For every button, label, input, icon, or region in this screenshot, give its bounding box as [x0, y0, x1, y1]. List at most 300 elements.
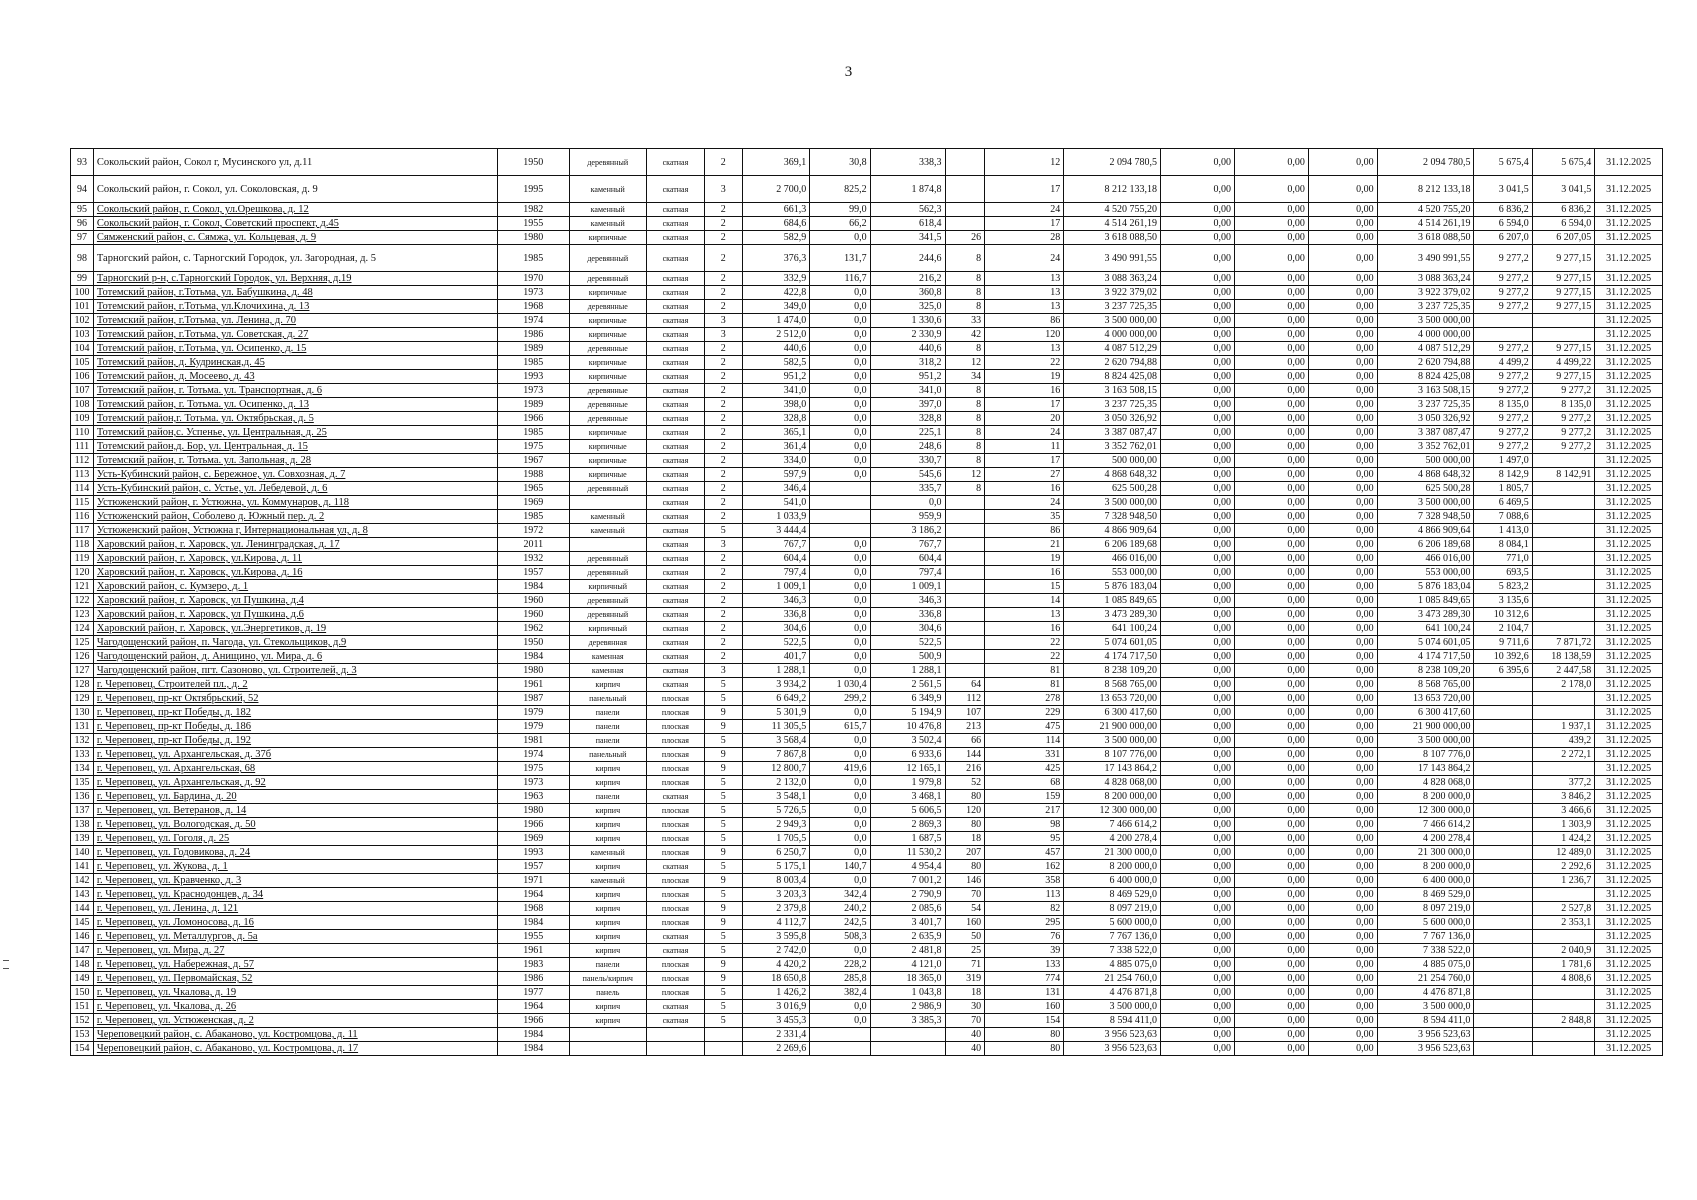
- table-row: [71, 370, 1663, 384]
- residential-area-cell: 2 561,5: [870, 678, 945, 692]
- total-area-cell: 5 301,9: [742, 706, 810, 720]
- table-row: [71, 706, 1663, 720]
- roof-type-cell: скатная: [646, 510, 704, 524]
- completion-date-cell: 31.12.2025: [1595, 832, 1663, 846]
- wall-material-cell: панели: [569, 958, 646, 972]
- local-budget-cell: 0,00: [1308, 300, 1377, 314]
- unit-cost-cell: 10 392,6: [1474, 650, 1532, 664]
- local-budget-cell: 0,00: [1308, 496, 1377, 510]
- total-cost-cell: 4 885 075,0: [1064, 958, 1161, 972]
- regional-budget-cell: 0,00: [1234, 217, 1308, 231]
- total-cost-cell: 2 620 794,88: [1064, 356, 1161, 370]
- roof-type-cell: скатная: [646, 496, 704, 510]
- residents-cell: 39: [985, 944, 1064, 958]
- year-built-cell: 1983: [497, 958, 569, 972]
- nonresidential-area-cell: 0,0: [810, 874, 870, 888]
- residential-area-cell: 3 502,4: [870, 734, 945, 748]
- max-unit-cost-cell: 9 277,15: [1532, 245, 1594, 272]
- table-row: [71, 552, 1663, 566]
- nonresidential-area-cell: 825,2: [810, 176, 870, 203]
- roof-type-cell: скатная: [646, 272, 704, 286]
- total-area-cell: 346,3: [742, 594, 810, 608]
- local-budget-cell: 0,00: [1308, 149, 1377, 176]
- completion-date-cell: 31.12.2025: [1595, 678, 1663, 692]
- residents-cell: 331: [985, 748, 1064, 762]
- max-unit-cost-cell: [1532, 608, 1594, 622]
- total-area-cell: 3 934,2: [742, 678, 810, 692]
- wall-material-cell: каменный: [569, 217, 646, 231]
- regional-budget-cell: 0,00: [1234, 734, 1308, 748]
- completion-date-cell: 31.12.2025: [1595, 552, 1663, 566]
- wall-material-cell: кирпич: [569, 916, 646, 930]
- fund-cost-cell: 0,00: [1161, 1000, 1235, 1014]
- row-number-cell: 118: [71, 538, 94, 552]
- address-cell: г. Череповец, пр-кт Победы, д. 182: [93, 706, 497, 720]
- total-area-cell: 3 455,3: [742, 1014, 810, 1028]
- nonresidential-area-cell: 0,0: [810, 356, 870, 370]
- local-budget-cell: 0,00: [1308, 552, 1377, 566]
- total-cost-cell: 3 956 523,63: [1064, 1028, 1161, 1042]
- total-cost-cell: 5 074 601,05: [1064, 636, 1161, 650]
- unit-cost-cell: 8 142,9: [1474, 468, 1532, 482]
- fund-cost-cell: 0,00: [1161, 384, 1235, 398]
- row-number-cell: 150: [71, 986, 94, 1000]
- table-row: [71, 804, 1663, 818]
- unit-cost-cell: 6 395,6: [1474, 664, 1532, 678]
- table-row: [71, 440, 1663, 454]
- max-unit-cost-cell: [1532, 552, 1594, 566]
- address-cell: г. Череповец, Строителей пл., д. 2: [93, 678, 497, 692]
- apartments-cell: 64: [945, 678, 985, 692]
- apartments-cell: 30: [945, 1000, 985, 1014]
- total-area-cell: 951,2: [742, 370, 810, 384]
- apartments-cell: 8: [945, 454, 985, 468]
- residents-cell: 68: [985, 776, 1064, 790]
- wall-material-cell: [569, 1028, 646, 1042]
- completion-date-cell: 31.12.2025: [1595, 580, 1663, 594]
- residents-cell: 82: [985, 902, 1064, 916]
- total-cost-cell: 7 338 522,0: [1064, 944, 1161, 958]
- fund-cost-cell: 0,00: [1161, 231, 1235, 245]
- address-cell: Тотемский район,с. Успенье, ул. Центральная, д. 25: [93, 426, 497, 440]
- year-built-cell: 1984: [497, 916, 569, 930]
- max-unit-cost-cell: [1532, 454, 1594, 468]
- total-area-cell: 4 112,7: [742, 916, 810, 930]
- wall-material-cell: кирпичные: [569, 314, 646, 328]
- nonresidential-area-cell: 116,7: [810, 272, 870, 286]
- wall-material-cell: кирпич: [569, 888, 646, 902]
- residential-area-cell: 3 385,3: [870, 1014, 945, 1028]
- total-area-cell: 2 949,3: [742, 818, 810, 832]
- owners-funds-cell: 5 074 601,05: [1377, 636, 1474, 650]
- residents-cell: 86: [985, 314, 1064, 328]
- address-cell: Усть-Кубинский район, с. Бережное, ул. Совхозная, д. 7: [93, 468, 497, 482]
- roof-type-cell: скатная: [646, 384, 704, 398]
- total-cost-cell: 8 212 133,18: [1064, 176, 1161, 203]
- wall-material-cell: деревянные: [569, 412, 646, 426]
- fund-cost-cell: 0,00: [1161, 902, 1235, 916]
- total-area-cell: 336,8: [742, 608, 810, 622]
- owners-funds-cell: 3 088 363,24: [1377, 272, 1474, 286]
- total-cost-cell: 4 200 278,4: [1064, 832, 1161, 846]
- year-built-cell: 2011: [497, 538, 569, 552]
- max-unit-cost-cell: 9 277,2: [1532, 384, 1594, 398]
- unit-cost-cell: 9 277,2: [1474, 440, 1532, 454]
- local-budget-cell: 0,00: [1308, 398, 1377, 412]
- fund-cost-cell: 0,00: [1161, 608, 1235, 622]
- floors-cell: 5: [705, 678, 742, 692]
- local-budget-cell: 0,00: [1308, 958, 1377, 972]
- year-built-cell: 1955: [497, 217, 569, 231]
- roof-type-cell: скатная: [646, 650, 704, 664]
- regional-budget-cell: 0,00: [1234, 916, 1308, 930]
- address-cell: Сямженский район, с. Сямжа, ул. Кольцевая, д. 9: [93, 231, 497, 245]
- completion-date-cell: 31.12.2025: [1595, 286, 1663, 300]
- unit-cost-cell: 6 207,0: [1474, 231, 1532, 245]
- total-cost-cell: 4 000 000,00: [1064, 328, 1161, 342]
- apartments-cell: 146: [945, 874, 985, 888]
- residential-area-cell: 216,2: [870, 272, 945, 286]
- total-cost-cell: 8 107 776,00: [1064, 748, 1161, 762]
- unit-cost-cell: 5 823,2: [1474, 580, 1532, 594]
- apartments-cell: [945, 566, 985, 580]
- owners-funds-cell: 7 767 136,0: [1377, 930, 1474, 944]
- address-cell: г. Череповец, ул. Архангельская, 68: [93, 762, 497, 776]
- apartments-cell: 80: [945, 860, 985, 874]
- table-row: [71, 356, 1663, 370]
- apartments-cell: 8: [945, 412, 985, 426]
- address-cell: Тотемский район, д. Мосеево, д. 43: [93, 370, 497, 384]
- regional-budget-cell: 0,00: [1234, 231, 1308, 245]
- nonresidential-area-cell: 0,0: [810, 426, 870, 440]
- regional-budget-cell: 0,00: [1234, 762, 1308, 776]
- wall-material-cell: кирпичные: [569, 440, 646, 454]
- local-budget-cell: 0,00: [1308, 594, 1377, 608]
- residents-cell: 113: [985, 888, 1064, 902]
- regional-budget-cell: 0,00: [1234, 510, 1308, 524]
- floors-cell: 3: [705, 538, 742, 552]
- nonresidential-area-cell: 0,0: [810, 286, 870, 300]
- address-cell: Сокольский район, г. Сокол, Советский проспект, д.45: [93, 217, 497, 231]
- address-cell: г. Череповец, ул. Краснодонцев, д. 34: [93, 888, 497, 902]
- max-unit-cost-cell: 3 846,2: [1532, 790, 1594, 804]
- apartments-cell: 120: [945, 804, 985, 818]
- apartments-cell: 40: [945, 1042, 985, 1056]
- year-built-cell: 1987: [497, 692, 569, 706]
- local-budget-cell: 0,00: [1308, 972, 1377, 986]
- max-unit-cost-cell: [1532, 986, 1594, 1000]
- row-number-cell: 139: [71, 832, 94, 846]
- address-cell: Череповецкий район, с. Абаканово, ул. Костромцова, д. 11: [93, 1028, 497, 1042]
- nonresidential-area-cell: 0,0: [810, 650, 870, 664]
- local-budget-cell: 0,00: [1308, 664, 1377, 678]
- table-row: [71, 958, 1663, 972]
- year-built-cell: 1985: [497, 245, 569, 272]
- owners-funds-cell: 8 594 411,0: [1377, 1014, 1474, 1028]
- address-cell: г. Череповец, пр-кт Октябрьский, 52: [93, 692, 497, 706]
- residents-cell: 19: [985, 552, 1064, 566]
- total-cost-cell: 3 352 762,01: [1064, 440, 1161, 454]
- address-cell: Череповецкий район, с. Абаканово, ул. Костромцова, д. 17: [93, 1042, 497, 1056]
- local-budget-cell: 0,00: [1308, 176, 1377, 203]
- apartments-cell: [945, 510, 985, 524]
- fund-cost-cell: 0,00: [1161, 538, 1235, 552]
- wall-material-cell: кирпич: [569, 762, 646, 776]
- residential-area-cell: 1 874,8: [870, 176, 945, 203]
- year-built-cell: 1966: [497, 412, 569, 426]
- apartments-cell: 80: [945, 818, 985, 832]
- regional-budget-cell: 0,00: [1234, 748, 1308, 762]
- year-built-cell: 1969: [497, 832, 569, 846]
- max-unit-cost-cell: 6 207,05: [1532, 231, 1594, 245]
- table-row: [71, 314, 1663, 328]
- fund-cost-cell: 0,00: [1161, 580, 1235, 594]
- completion-date-cell: 31.12.2025: [1595, 566, 1663, 580]
- residential-area-cell: 951,2: [870, 370, 945, 384]
- residents-cell: 13: [985, 608, 1064, 622]
- completion-date-cell: 31.12.2025: [1595, 454, 1663, 468]
- total-area-cell: 1 474,0: [742, 314, 810, 328]
- local-budget-cell: 0,00: [1308, 482, 1377, 496]
- fund-cost-cell: 0,00: [1161, 482, 1235, 496]
- unit-cost-cell: 8 135,0: [1474, 398, 1532, 412]
- regional-budget-cell: 0,00: [1234, 720, 1308, 734]
- nonresidential-area-cell: [810, 496, 870, 510]
- row-number-cell: 116: [71, 510, 94, 524]
- completion-date-cell: 31.12.2025: [1595, 776, 1663, 790]
- fund-cost-cell: 0,00: [1161, 930, 1235, 944]
- total-cost-cell: 2 094 780,5: [1064, 149, 1161, 176]
- year-built-cell: 1985: [497, 510, 569, 524]
- completion-date-cell: 31.12.2025: [1595, 176, 1663, 203]
- total-area-cell: 1 288,1: [742, 664, 810, 678]
- total-area-cell: 3 568,4: [742, 734, 810, 748]
- wall-material-cell: кирпич: [569, 902, 646, 916]
- regional-budget-cell: 0,00: [1234, 818, 1308, 832]
- fund-cost-cell: 0,00: [1161, 1014, 1235, 1028]
- owners-funds-cell: 8 824 425,08: [1377, 370, 1474, 384]
- address-cell: г. Череповец, ул. Ломоносова, д. 16: [93, 916, 497, 930]
- year-built-cell: 1984: [497, 1042, 569, 1056]
- floors-cell: 5: [705, 790, 742, 804]
- floors-cell: 2: [705, 217, 742, 231]
- address-cell: Устюженский район, г. Устюжна, ул. Коммунаров, д. 118: [93, 496, 497, 510]
- total-cost-cell: 500 000,00: [1064, 454, 1161, 468]
- address-cell: Тотемский район, д. Кудринская,д. 45: [93, 356, 497, 370]
- nonresidential-area-cell: 0,0: [810, 300, 870, 314]
- wall-material-cell: кирпичный: [569, 580, 646, 594]
- owners-funds-cell: 7 328 948,50: [1377, 510, 1474, 524]
- floors-cell: 2: [705, 566, 742, 580]
- floors-cell: 2: [705, 496, 742, 510]
- unit-cost-cell: 6 469,5: [1474, 496, 1532, 510]
- row-number-cell: 103: [71, 328, 94, 342]
- nonresidential-area-cell: 0,0: [810, 580, 870, 594]
- total-area-cell: 328,8: [742, 412, 810, 426]
- wall-material-cell: панель/кирпич: [569, 972, 646, 986]
- row-number-cell: 114: [71, 482, 94, 496]
- total-area-cell: 797,4: [742, 566, 810, 580]
- floors-cell: 9: [705, 762, 742, 776]
- floors-cell: 9: [705, 972, 742, 986]
- total-area-cell: 2 742,0: [742, 944, 810, 958]
- residential-area-cell: 341,0: [870, 384, 945, 398]
- wall-material-cell: кирпич: [569, 678, 646, 692]
- wall-material-cell: деревянные: [569, 342, 646, 356]
- residential-area-cell: 2 869,3: [870, 818, 945, 832]
- residents-cell: 22: [985, 356, 1064, 370]
- address-cell: Харовский район, г. Харовск, ул.Кирова, д. 16: [93, 566, 497, 580]
- completion-date-cell: 31.12.2025: [1595, 245, 1663, 272]
- year-built-cell: 1984: [497, 580, 569, 594]
- total-cost-cell: 4 087 512,29: [1064, 342, 1161, 356]
- year-built-cell: 1981: [497, 734, 569, 748]
- nonresidential-area-cell: 0,0: [810, 664, 870, 678]
- local-budget-cell: 0,00: [1308, 440, 1377, 454]
- fund-cost-cell: 0,00: [1161, 888, 1235, 902]
- table-row: [71, 664, 1663, 678]
- local-budget-cell: 0,00: [1308, 748, 1377, 762]
- completion-date-cell: 31.12.2025: [1595, 874, 1663, 888]
- residents-cell: 76: [985, 930, 1064, 944]
- floors-cell: 2: [705, 580, 742, 594]
- regional-budget-cell: 0,00: [1234, 468, 1308, 482]
- regional-budget-cell: 0,00: [1234, 636, 1308, 650]
- row-number-cell: 138: [71, 818, 94, 832]
- year-built-cell: 1986: [497, 972, 569, 986]
- residential-area-cell: 10 476,8: [870, 720, 945, 734]
- total-cost-cell: 3 500 000,0: [1064, 1000, 1161, 1014]
- residents-cell: 12: [985, 149, 1064, 176]
- total-area-cell: 12 800,7: [742, 762, 810, 776]
- regional-budget-cell: 0,00: [1234, 426, 1308, 440]
- floors-cell: 5: [705, 524, 742, 538]
- total-cost-cell: 3 922 379,02: [1064, 286, 1161, 300]
- year-built-cell: 1960: [497, 594, 569, 608]
- apartments-cell: [945, 636, 985, 650]
- fund-cost-cell: 0,00: [1161, 426, 1235, 440]
- year-built-cell: 1969: [497, 496, 569, 510]
- apartments-cell: 25: [945, 944, 985, 958]
- nonresidential-area-cell: 382,4: [810, 986, 870, 1000]
- year-built-cell: 1962: [497, 622, 569, 636]
- row-number-cell: 115: [71, 496, 94, 510]
- apartments-cell: 33: [945, 314, 985, 328]
- year-built-cell: 1984: [497, 1028, 569, 1042]
- owners-funds-cell: 3 956 523,63: [1377, 1042, 1474, 1056]
- total-area-cell: 341,0: [742, 384, 810, 398]
- address-cell: Харовский район, г. Харовск, ул Пушкина, д.6: [93, 608, 497, 622]
- table-row: [71, 874, 1663, 888]
- residents-cell: 24: [985, 245, 1064, 272]
- address-cell: г. Череповец, ул. Набережная, д. 57: [93, 958, 497, 972]
- margin-mark: [3, 960, 9, 961]
- floors-cell: 2: [705, 384, 742, 398]
- residents-cell: 229: [985, 706, 1064, 720]
- max-unit-cost-cell: 9 277,15: [1532, 342, 1594, 356]
- roof-type-cell: плоская: [646, 804, 704, 818]
- residents-cell: 35: [985, 510, 1064, 524]
- owners-funds-cell: 4 520 755,20: [1377, 203, 1474, 217]
- wall-material-cell: кирпичные: [569, 426, 646, 440]
- floors-cell: 2: [705, 426, 742, 440]
- fund-cost-cell: 0,00: [1161, 594, 1235, 608]
- nonresidential-area-cell: 0,0: [810, 1000, 870, 1014]
- local-budget-cell: 0,00: [1308, 370, 1377, 384]
- regional-budget-cell: 0,00: [1234, 594, 1308, 608]
- residents-cell: 27: [985, 468, 1064, 482]
- wall-material-cell: панели: [569, 706, 646, 720]
- table-row: [71, 902, 1663, 916]
- total-area-cell: 3 444,4: [742, 524, 810, 538]
- row-number-cell: 113: [71, 468, 94, 482]
- max-unit-cost-cell: [1532, 482, 1594, 496]
- local-budget-cell: 0,00: [1308, 888, 1377, 902]
- nonresidential-area-cell: 0,0: [810, 734, 870, 748]
- apartments-cell: 70: [945, 1014, 985, 1028]
- wall-material-cell: кирпичные: [569, 286, 646, 300]
- apartments-cell: 18: [945, 832, 985, 846]
- wall-material-cell: каменный: [569, 846, 646, 860]
- nonresidential-area-cell: 0,0: [810, 231, 870, 245]
- year-built-cell: 1957: [497, 566, 569, 580]
- address-cell: Сокольский район, Сокол г, Мусинского ул, д.11: [93, 149, 497, 176]
- max-unit-cost-cell: 2 292,6: [1532, 860, 1594, 874]
- owners-funds-cell: 3 500 000,00: [1377, 496, 1474, 510]
- nonresidential-area-cell: 0,0: [810, 1014, 870, 1028]
- local-budget-cell: 0,00: [1308, 692, 1377, 706]
- local-budget-cell: 0,00: [1308, 580, 1377, 594]
- total-cost-cell: 17 143 864,2: [1064, 762, 1161, 776]
- residents-cell: 80: [985, 1028, 1064, 1042]
- regional-budget-cell: 0,00: [1234, 874, 1308, 888]
- completion-date-cell: 31.12.2025: [1595, 958, 1663, 972]
- roof-type-cell: плоская: [646, 776, 704, 790]
- total-cost-cell: 3 387 087,47: [1064, 426, 1161, 440]
- nonresidential-area-cell: 0,0: [810, 412, 870, 426]
- local-budget-cell: 0,00: [1308, 944, 1377, 958]
- fund-cost-cell: 0,00: [1161, 217, 1235, 231]
- table-row: [71, 790, 1663, 804]
- fund-cost-cell: 0,00: [1161, 245, 1235, 272]
- roof-type-cell: скатная: [646, 245, 704, 272]
- roof-type-cell: плоская: [646, 748, 704, 762]
- wall-material-cell: кирпич: [569, 944, 646, 958]
- regional-budget-cell: 0,00: [1234, 149, 1308, 176]
- nonresidential-area-cell: 0,0: [810, 328, 870, 342]
- wall-material-cell: панели: [569, 720, 646, 734]
- local-budget-cell: 0,00: [1308, 314, 1377, 328]
- year-built-cell: 1961: [497, 944, 569, 958]
- nonresidential-area-cell: 508,3: [810, 930, 870, 944]
- address-cell: г. Череповец, ул. Первомайская, 52: [93, 972, 497, 986]
- address-cell: Чагодощенский район, п. Чагода, ул. Стекольщиков, д.9: [93, 636, 497, 650]
- regional-budget-cell: 0,00: [1234, 272, 1308, 286]
- wall-material-cell: кирпич: [569, 930, 646, 944]
- residents-cell: 425: [985, 762, 1064, 776]
- floors-cell: 2: [705, 342, 742, 356]
- completion-date-cell: 31.12.2025: [1595, 482, 1663, 496]
- local-budget-cell: 0,00: [1308, 231, 1377, 245]
- total-cost-cell: 3 490 991,55: [1064, 245, 1161, 272]
- roof-type-cell: скатная: [646, 328, 704, 342]
- apartments-cell: 18: [945, 986, 985, 1000]
- residents-cell: 14: [985, 594, 1064, 608]
- row-number-cell: 120: [71, 566, 94, 580]
- owners-funds-cell: 3 500 000,00: [1377, 734, 1474, 748]
- apartments-cell: 8: [945, 245, 985, 272]
- table-row: [71, 149, 1663, 176]
